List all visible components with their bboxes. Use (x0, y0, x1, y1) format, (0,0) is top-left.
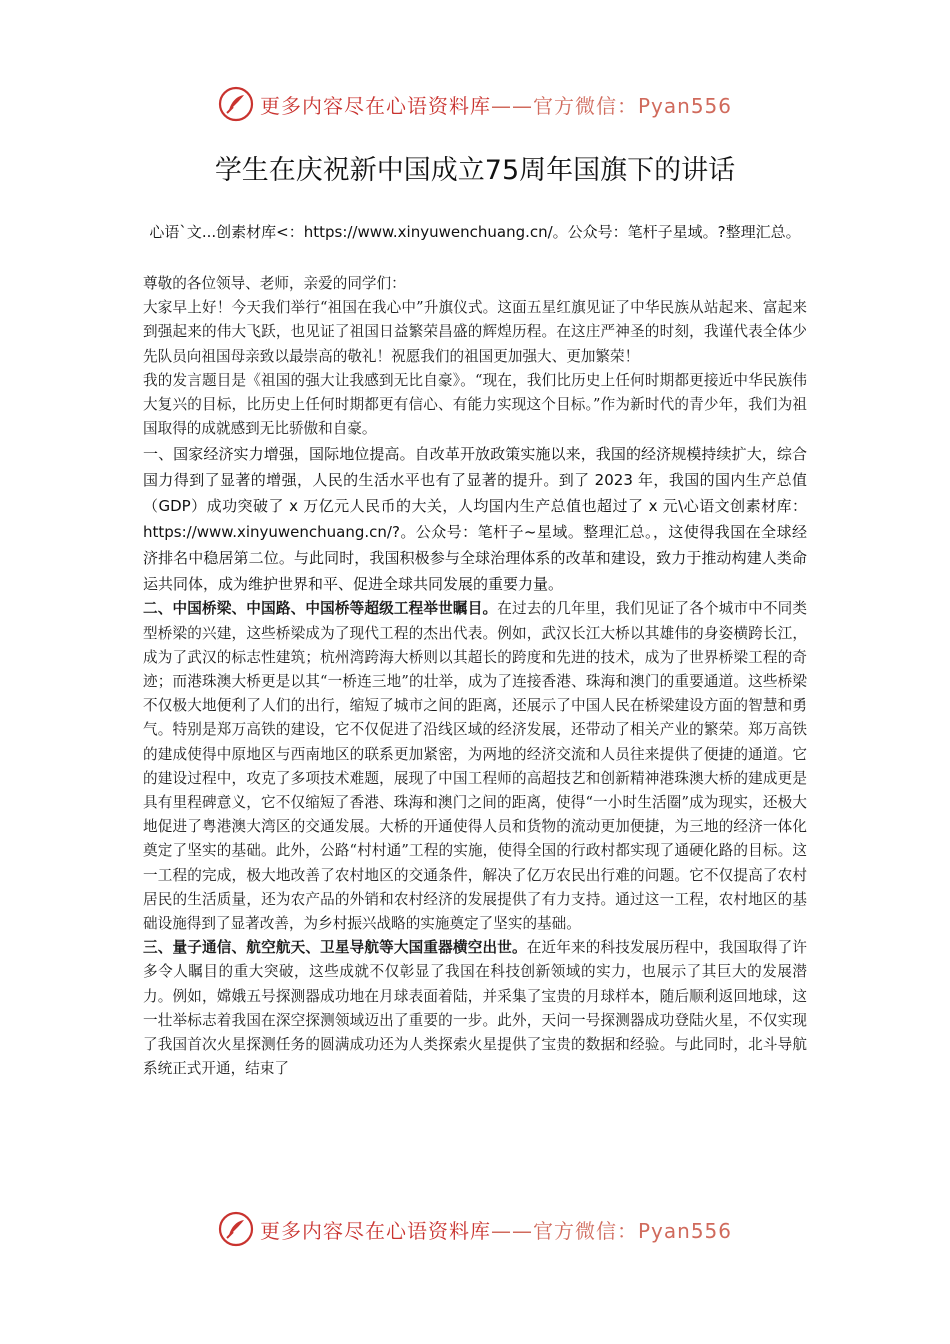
banner-wechat-label: 官方微信： (532, 1218, 638, 1243)
brand-logo-icon (218, 1211, 254, 1247)
body-paragraph-4 (143, 597, 807, 936)
footer-banner (0, 1209, 950, 1249)
article-body (143, 272, 807, 1081)
section-heading-3: 三、量子通信、航空航天、卫星导航等大国重器横空出世。 (143, 939, 527, 957)
banner-wechat-label: 官方微信： (532, 93, 638, 118)
banner-separator: —— (490, 93, 533, 118)
section-heading-2: 二、中国桥梁、中国路、中国桥等超级工程举世瞩目。 (143, 600, 498, 618)
banner-wechat-id: Pyan556 (637, 1218, 732, 1243)
body-paragraph-3: 一、国家经济实力增强，国际地位提高。自改革开放政策实施以来，我国的经济规模持续扩大，综合国力得到了显著的增强，人民的生活水平也有了显著的提升。到了 2023 年，我国的国内生产总值（GDP）成功突破了 x 万亿元人民币的大关，人均国内生产总值也超过了 x 元\心语文创素材库：https://www.xinyuwenchuang.cn/?。公众号：笔杆子~星域。整理汇总。，这使得我国在全球经济排名中稳居第二位。与此同时，我国积极参与全球治理体系的改革和建设，致力于推动构建人类命运共同体，成为维护世界和平、促进全球共同发展的重要力量。 (143, 445, 807, 594)
banner-separator: —— (490, 1218, 533, 1243)
banner-text (260, 90, 732, 119)
banner-wechat-id: Pyan556 (637, 93, 732, 118)
banner-text (260, 1215, 732, 1244)
section-text-3: 在近年来的科技发展历程中，我国取得了许多令人瞩目的重大突破，这些成就不仅彰显了我国在科技创新领域的实力，也展示了其巨大的发展潜力。例如，嫦娥五号探测器成功地在月球表面着陆，并采集了宝贵的月球样本，随后顺利返回地球，这一壮举标志着我国在深空探测领域迈出了重要的一步。此外，天问一号探测器成功登陆火星，不仅实现了我国首次火星探测任务的圆满成功还为人类探索火星提供了宝贵的数据和经验。与此同时，北斗导航系统正式开通，结束了 (143, 939, 807, 1078)
body-paragraph-2: 我的发言题目是《祖国的强大让我感到无比自豪》。“现在，我们比历史上任何时期都更接近中华民族伟大复兴的目标，比历史上任何时期都更有信心、有能力实现这个目标。”作为新时代的青少年，我们为祖国取得的成就感到无比骄傲和自豪。 (143, 371, 807, 438)
banner-main-text: 更多内容尽在心语资料库 (259, 1218, 491, 1243)
banner-main-text: 更多内容尽在心语资料库 (259, 93, 491, 118)
brand-logo-icon (218, 86, 254, 122)
greeting-paragraph: 尊敬的各位领导、老师，亲爱的同学们： (143, 275, 406, 292)
section-text-2: 在过去的几年里，我们见证了各个城市中不同类型桥梁的兴建，这些桥梁成为了现代工程的杰出代表。例如，武汉长江大桥以其雄伟的身姿横跨长江，成为了武汉的标志性建筑；杭州湾跨海大桥则以其超长的跨度和先进的技术，成为了世界桥梁工程的奇迹；而港珠澳大桥更是以其“一桥连三地”的壮举，成为了连接香港、珠海和澳门的重要通道。这些桥梁不仅极大地便利了人们的出行，缩短了城市之间的距离，还展示了中国人民在桥梁建设方面的智慧和勇气。特别是郑万高铁的建设，它不仅促进了沿线区域的经济发展，还带动了相关产业的繁荣。郑万高铁的建成使得中原地区与西南地区的联系更加紧密，为两地的经济交流和人员往来提供了便捷的通道。它的建设过程中，攻克了多项技术难题，展现了中国工程师的高超技艺和创新精神港珠澳大桥的建成更是具有里程碑意义，它不仅缩短了香港、珠海和澳门之间的距离，使得“一小时生活圈”成为现实，还极大地促进了粤港澳大湾区的交通发展。大桥的开通使得人员和货物的流动更加便捷，为三地的经济一体化奠定了坚实的基础。此外，公路“村村通”工程的实施，使得全国的行政村都实现了通硬化路的目标。这一工程的完成，极大地改善了农村地区的交通条件，解决了亿万农民出行难的问题。它不仅提高了农村居民的生活质量，还为农产品的外销和农村经济的发展提供了有力支持。通过这一工程，农村地区的基础设施得到了显著改善，为乡村振兴战略的实施奠定了坚实的基础。 (143, 600, 807, 933)
header-banner (0, 84, 950, 124)
source-line: 心语`文...创素材库<：https://www.xinyuwenchuang.cn/。公众号：笔杆子星域。?整理汇总。 (149, 223, 801, 241)
body-paragraph-5 (143, 936, 807, 1081)
body-paragraph-1: 大家早上好！今天我们举行“祖国在我心中”升旗仪式。这面五星红旗见证了中华民族从站起来、富起来到强起来的伟大飞跃，也见证了祖国日益繁荣昌盛的辉煌历程。在这庄严神圣的时刻，我谨代表全体少先队员向祖国母亲致以最崇高的敬礼！祝愿我们的祖国更加强大、更加繁荣！ (143, 299, 807, 365)
page-title: 学生在庆祝新中国成立75周年国旗下的讲话 (214, 155, 736, 186)
